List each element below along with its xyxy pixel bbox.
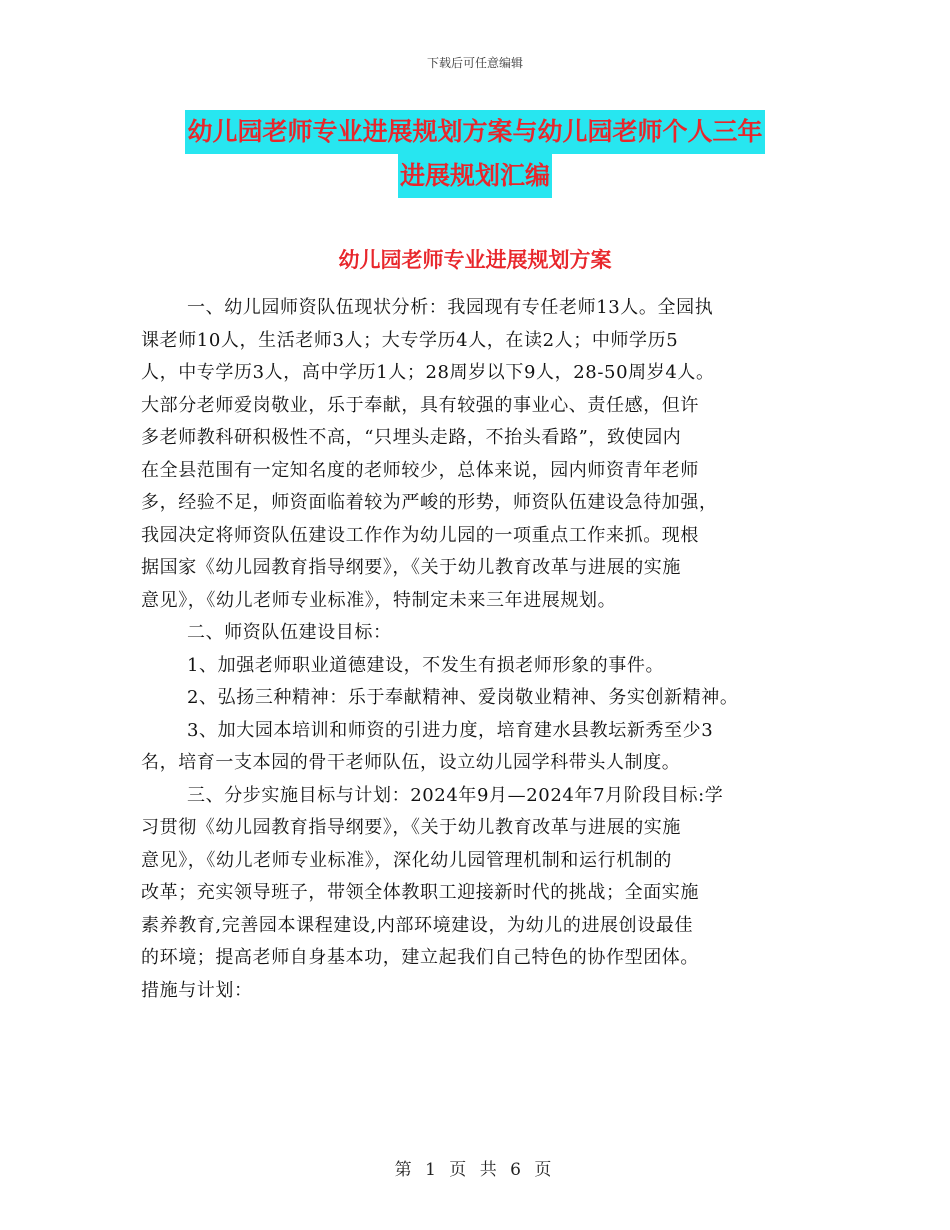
paragraph-line: 多，经验不足，师资面临着较为严峻的形势，师资队伍建设急待加强， xyxy=(141,492,718,513)
document-title xyxy=(0,110,950,198)
paragraph-line: 大部分老师爱岗敬业，乐于奉献，具有较强的事业心、责任感，但许 xyxy=(141,394,699,416)
header-note: 下载后可任意编辑 xyxy=(426,56,523,70)
paragraph-line: 意见》，《幼儿老师专业标准》，深化幼儿园管理机制和运行机制的 xyxy=(141,849,672,871)
paragraph-line: 二、师资队伍建设目标： xyxy=(187,622,392,643)
paragraph-line: 一、幼儿园师资队伍现状分析：我园现有专任老师13人。全园执 xyxy=(187,297,714,318)
paragraph-line: 3、加大园本培训和师资的引进力度，培育建水县教坛新秀至少3 xyxy=(187,719,714,741)
paragraph-line: 三、分步实施目标与计划：2024年9月—2024年7月阶段目标:学 xyxy=(187,784,724,806)
paragraph-line: 1、加强老师职业道德建设，不发生有损老师形象的事件。 xyxy=(187,654,665,676)
section-title: 幼儿园老师专业进展规划方案 xyxy=(338,248,612,272)
paragraph-line: 课老师10人，生活老师3人；大专学历4人，在读2人；中师学历5 xyxy=(141,329,679,351)
paragraph-line: 多老师教科研积极性不高，“只埋头走路，不抬头看路”，致使园内 xyxy=(141,427,682,448)
paragraph-line: 改革；充实领导班子，带领全体教职工迎接新时代的挑战；全面实施 xyxy=(141,882,699,903)
paragraph-line: 名，培育一支本园的骨干老师队伍，设立幼儿园学科带头人制度。 xyxy=(141,752,681,773)
document-title-line-1: 幼儿园老师专业进展规划方案与幼儿园老师个人三年 xyxy=(185,110,764,154)
paragraph-line: 意见》，《幼儿老师专业标准》，特制定未来三年进展规划。 xyxy=(141,589,617,611)
paragraph-line: 人，中专学历3人，高中学历1人；28周岁以下9人，28-50周岁4人。 xyxy=(141,362,715,383)
paragraph-line: 习贯彻《幼儿园教育指导纲要》，《关于幼儿教育改革与进展的实施 xyxy=(141,817,681,838)
page-footer: 第 1 页 共 6 页 xyxy=(394,1160,556,1180)
document-title-line-2: 进展规划汇编 xyxy=(398,154,552,198)
body-text xyxy=(141,292,821,1007)
paragraph-line: 的环境；提高老师自身基本功，建立起我们自己特色的协作型团体。 xyxy=(141,947,699,968)
paragraph-line: 2、弘扬三种精神：乐于奉献精神、爱岗敬业精神、务实创新精神。 xyxy=(187,687,739,708)
paragraph-line: 素养教育,完善园本课程建设,内部环境建设，为幼儿的进展创设最佳 xyxy=(141,914,694,936)
paragraph-line: 据国家《幼儿园教育指导纲要》，《关于幼儿教育改革与进展的实施 xyxy=(141,557,681,578)
paragraph-line: 在全县范围有一定知名度的老师较少，总体来说，园内师资青年老师 xyxy=(141,459,699,481)
paragraph-line: 我园决定将师资队伍建设工作作为幼儿园的一项重点工作来抓。现根 xyxy=(141,524,699,546)
paragraph-line: 措施与计划： xyxy=(141,979,253,1001)
